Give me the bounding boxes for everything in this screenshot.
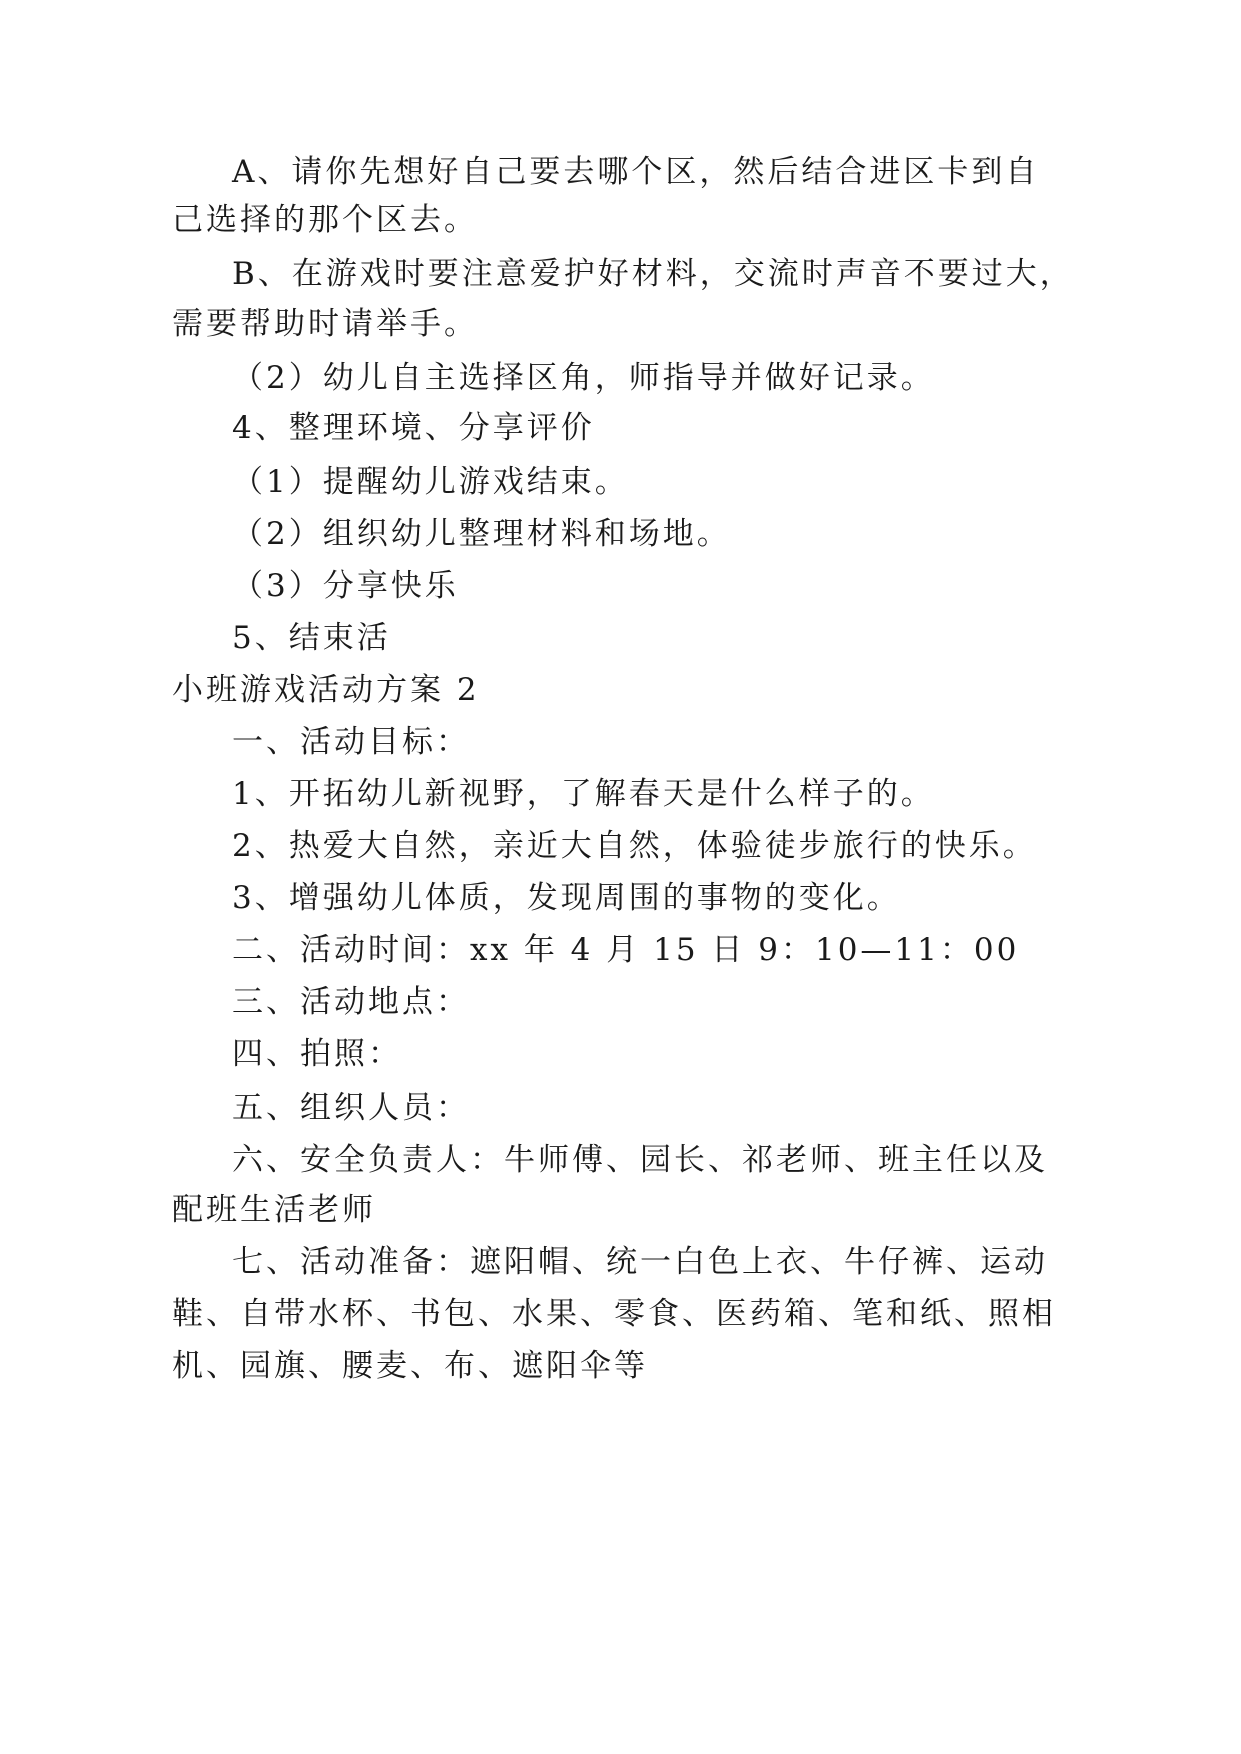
- text-line-safety-cont: 配班生活老师: [172, 1192, 376, 1228]
- text-line-photo: 四、拍照：: [232, 1036, 402, 1072]
- text-line-b: B、在游戏时要注意爱护好材料，交流时声音不要过大，: [232, 256, 1074, 292]
- text-line-step-2: （2）幼儿自主选择区角，师指导并做好记录。: [232, 360, 935, 396]
- text-line-staff: 五、组织人员：: [232, 1090, 470, 1126]
- text-line-safety: 六、安全负责人：牛师傅、园长、祁老师、班主任以及: [232, 1142, 1048, 1178]
- text-line-goals-heading: 一、活动目标：: [232, 724, 470, 760]
- section-title-plan-2: 小班游戏活动方案 2: [172, 672, 480, 708]
- text-line-goal-3: 3、增强幼儿体质，发现周围的事物的变化。: [232, 880, 901, 916]
- text-line-b-cont: 需要帮助时请举手。: [172, 306, 478, 342]
- text-line-prep: 七、活动准备：遮阳帽、统一白色上衣、牛仔裤、运动: [232, 1244, 1048, 1280]
- text-line-section-5: 5、结束活: [232, 620, 391, 656]
- text-line-location: 三、活动地点：: [232, 984, 470, 1020]
- text-line-goal-2: 2、热爱大自然，亲近大自然，体验徒步旅行的快乐。: [232, 828, 1037, 864]
- text-line-prep-cont-2: 机、园旗、腰麦、布、遮阳伞等: [172, 1348, 648, 1384]
- text-line-a-cont: 己选择的那个区去。: [172, 202, 478, 238]
- text-line-4-1: （1）提醒幼儿游戏结束。: [232, 464, 629, 500]
- text-line-goal-1: 1、开拓幼儿新视野，了解春天是什么样子的。: [232, 776, 935, 812]
- text-line-time: 二、活动时间：xx 年 4 月 15 日 9：10—11：00: [232, 932, 1020, 968]
- text-line-4-3: （3）分享快乐: [232, 568, 459, 604]
- text-line-4-2: （2）组织幼儿整理材料和场地。: [232, 516, 731, 552]
- text-line-section-4: 4、整理环境、分享评价: [232, 410, 595, 446]
- text-line-prep-cont-1: 鞋、自带水杯、书包、水果、零食、医药箱、笔和纸、照相: [172, 1296, 1056, 1332]
- text-line-a: A、请你先想好自己要去哪个区，然后结合进区卡到自: [232, 154, 1040, 190]
